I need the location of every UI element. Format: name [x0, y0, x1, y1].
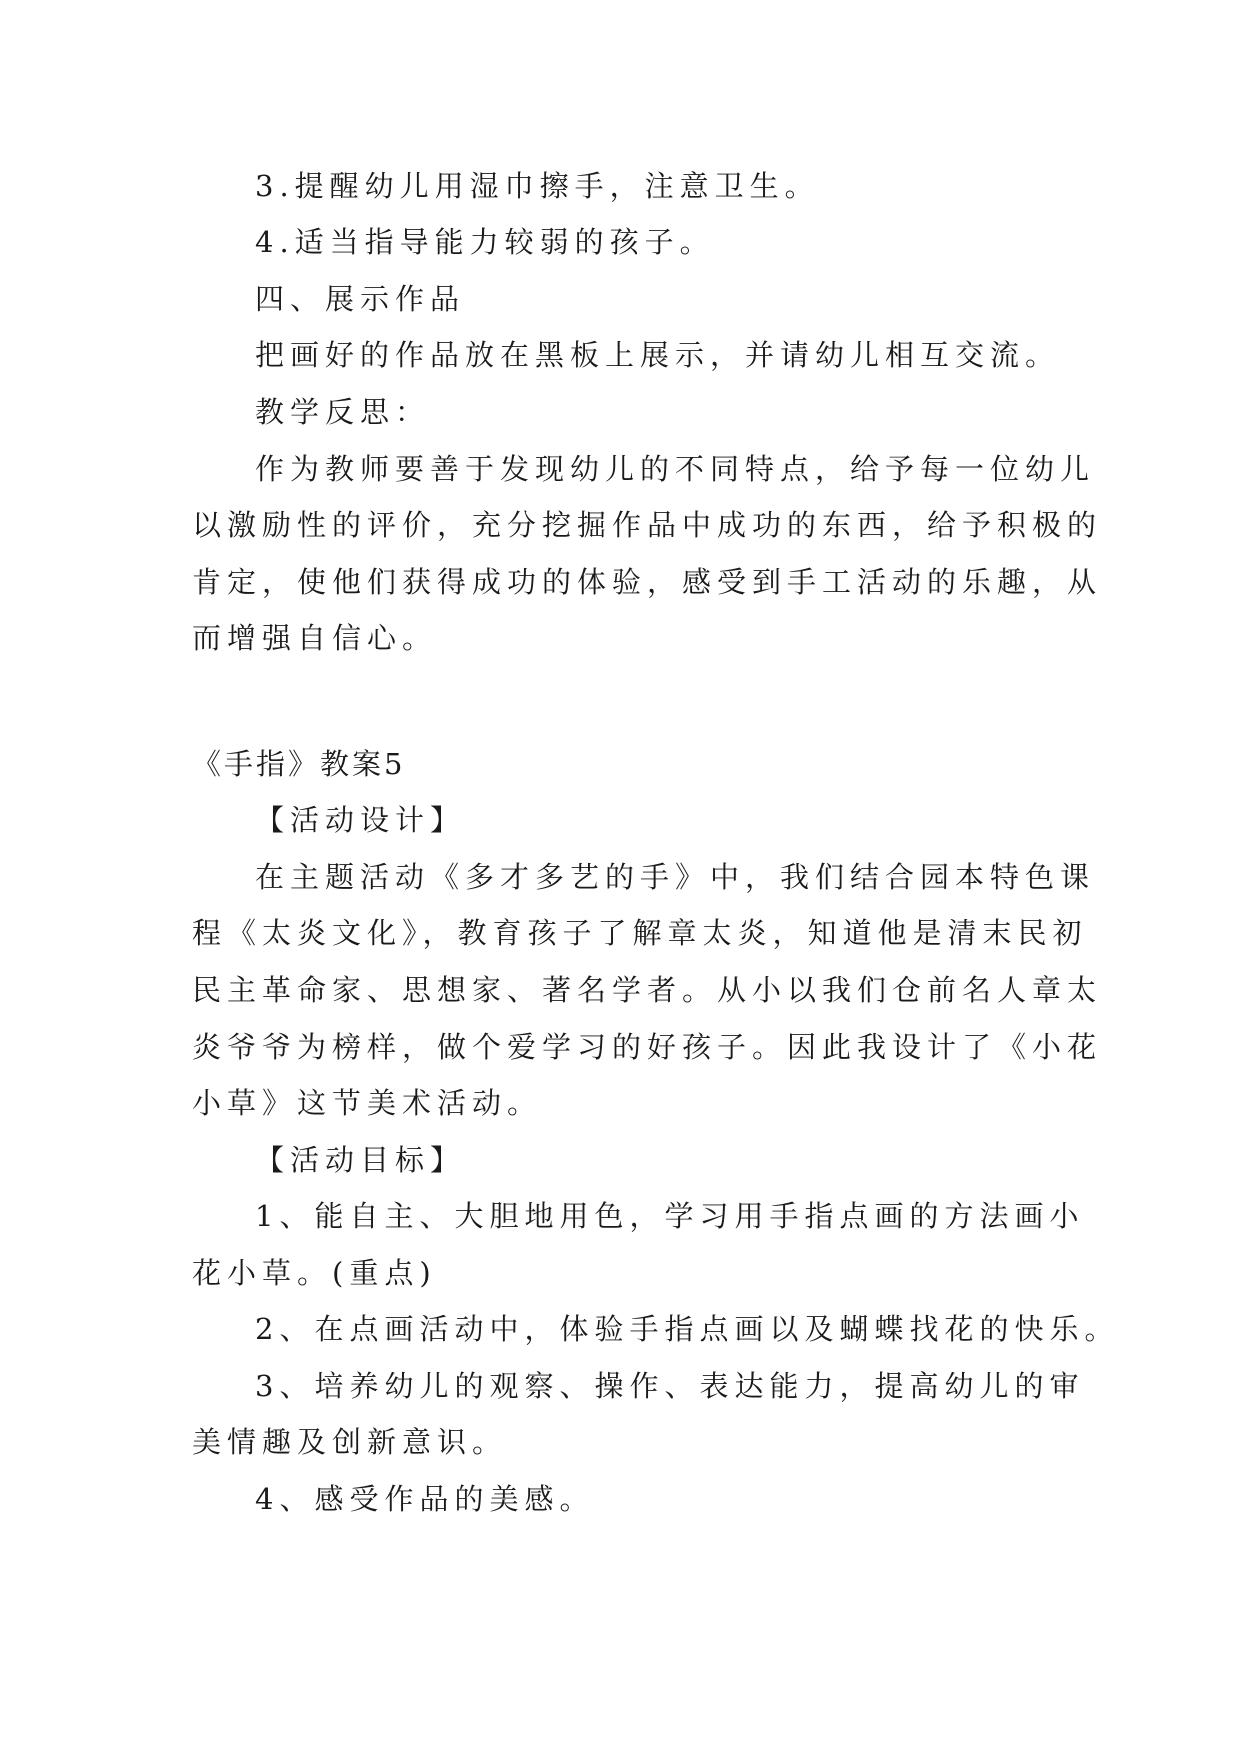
- lesson-plan-title: 《手指》教案5: [192, 747, 406, 781]
- reflection-heading: 教学反思：: [255, 395, 431, 429]
- design-line-5: 小草》这节美术活动。: [192, 1086, 543, 1120]
- step-4-text: 4.适当指导能力较弱的孩子。: [255, 225, 715, 259]
- reflection-line-1: 作为教师要善于发现幼儿的不同特点，给予每一位幼儿: [255, 452, 1096, 486]
- goal-2-text: 2、在点画活动中，体验手指点画以及蝴蝶找花的快乐。: [255, 1312, 1120, 1346]
- goal-1-line-2: 花小草。(重点): [192, 1256, 437, 1290]
- goal-1-line-1: 1、能自主、大胆地用色，学习用手指点画的方法画小: [255, 1199, 1085, 1233]
- display-works-heading: 四、展示作品: [255, 282, 466, 316]
- reflection-line-2: 以激励性的评价，充分挖掘作品中成功的东西，给予积极的: [192, 508, 1103, 542]
- goal-3-line-2: 美情趣及创新意识。: [192, 1425, 508, 1459]
- goal-3-line-1: 3、培养幼儿的观察、操作、表达能力，提高幼儿的审: [255, 1369, 1085, 1403]
- design-line-2: 程《太炎文化》，教育孩子了解章太炎，知道他是清末民初: [192, 916, 1088, 950]
- design-line-1: 在主题活动《多才多艺的手》中，我们结合园本特色课: [255, 860, 1096, 894]
- goal-4-text: 4、感受作品的美感。: [255, 1482, 595, 1516]
- step-3-text: 3.提醒幼儿用湿巾擦手，注意卫生。: [255, 169, 820, 203]
- design-heading: 【活动设计】: [255, 803, 466, 837]
- design-line-3: 民主革命家、思想家、著名学者。从小以我们仓前名人章太: [192, 973, 1103, 1007]
- reflection-line-4: 而增强自信心。: [192, 621, 438, 655]
- goals-heading: 【活动目标】: [255, 1143, 466, 1177]
- design-line-4: 炎爷爷为榜样，做个爱学习的好孩子。因此我设计了《小花: [192, 1030, 1103, 1064]
- reflection-line-3: 肯定，使他们获得成功的体验，感受到手工活动的乐趣，从: [192, 565, 1103, 599]
- display-works-text: 把画好的作品放在黑板上展示，并请幼儿相互交流。: [255, 338, 1061, 372]
